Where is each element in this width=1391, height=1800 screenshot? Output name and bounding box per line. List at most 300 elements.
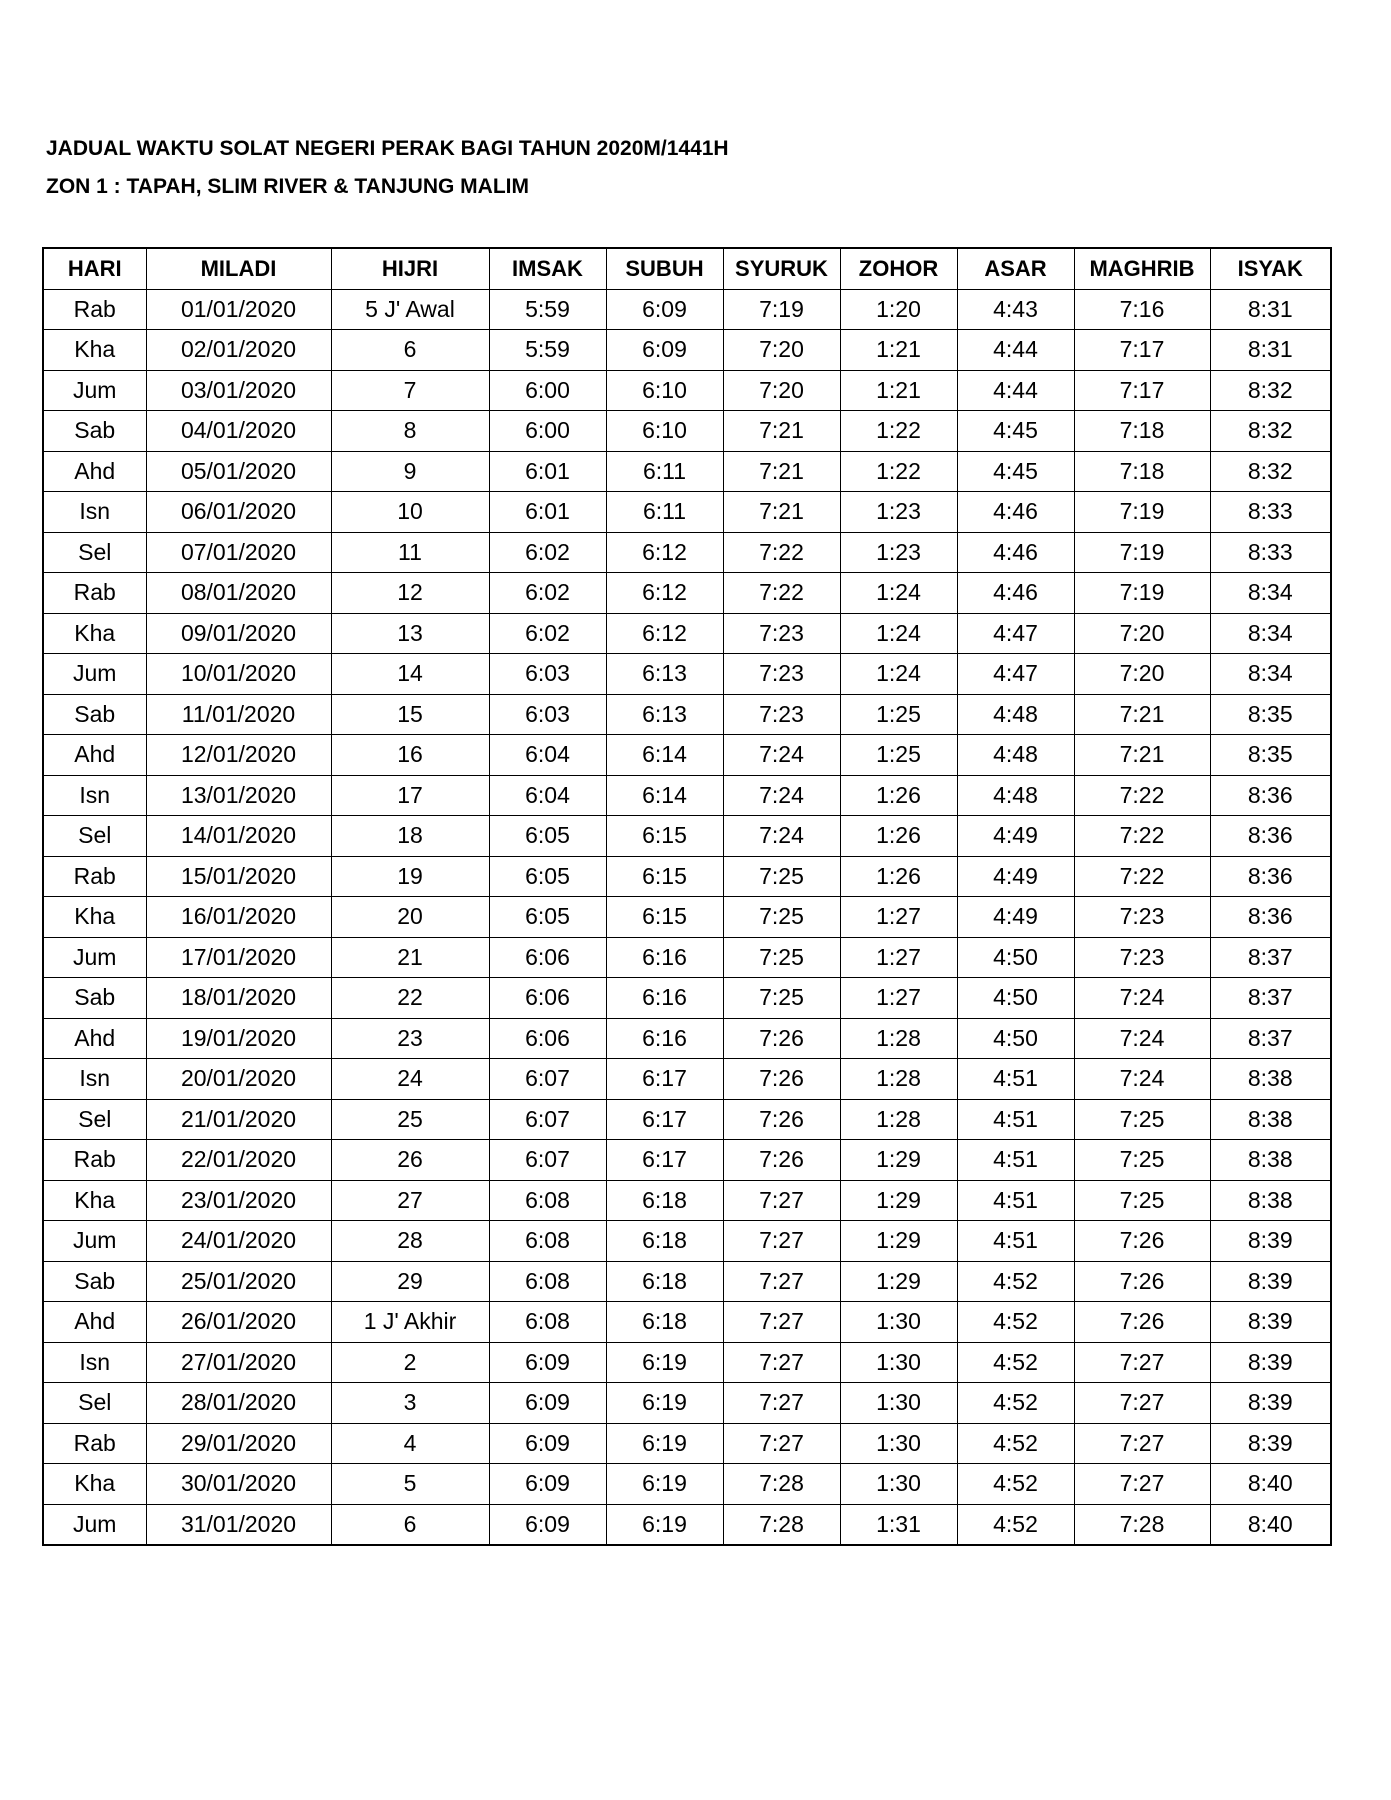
cell-syuruk: 7:26 — [723, 1140, 840, 1181]
cell-imsak: 6:06 — [489, 1018, 606, 1059]
cell-imsak: 6:09 — [489, 1464, 606, 1505]
cell-asar: 4:45 — [957, 451, 1074, 492]
table-row — [43, 816, 1331, 857]
cell-imsak: 6:02 — [489, 613, 606, 654]
cell-hari: Rab — [43, 289, 146, 330]
table-row — [43, 1423, 1331, 1464]
cell-imsak: 6:03 — [489, 694, 606, 735]
cell-hijri: 11 — [331, 532, 489, 573]
cell-hijri: 20 — [331, 897, 489, 938]
cell-syuruk: 7:26 — [723, 1018, 840, 1059]
cell-zohor: 1:28 — [840, 1099, 957, 1140]
cell-asar: 4:52 — [957, 1383, 1074, 1424]
table-row — [43, 1302, 1331, 1343]
cell-maghrib: 7:19 — [1074, 532, 1210, 573]
cell-asar: 4:45 — [957, 411, 1074, 452]
cell-zohor: 1:30 — [840, 1302, 957, 1343]
cell-asar: 4:52 — [957, 1464, 1074, 1505]
cell-hari: Sab — [43, 1261, 146, 1302]
cell-zohor: 1:29 — [840, 1221, 957, 1262]
cell-miladi: 03/01/2020 — [146, 370, 331, 411]
cell-maghrib: 7:24 — [1074, 1018, 1210, 1059]
cell-maghrib: 7:17 — [1074, 330, 1210, 371]
table-row — [43, 1504, 1331, 1545]
table-body — [43, 289, 1331, 1545]
cell-imsak: 6:09 — [489, 1504, 606, 1545]
cell-subuh: 6:15 — [606, 856, 723, 897]
cell-miladi: 22/01/2020 — [146, 1140, 331, 1181]
cell-subuh: 6:15 — [606, 816, 723, 857]
cell-asar: 4:46 — [957, 532, 1074, 573]
cell-syuruk: 7:28 — [723, 1464, 840, 1505]
cell-imsak: 6:08 — [489, 1261, 606, 1302]
cell-zohor: 1:22 — [840, 411, 957, 452]
table-row — [43, 775, 1331, 816]
cell-maghrib: 7:23 — [1074, 897, 1210, 938]
header-row — [43, 248, 1331, 289]
cell-miladi: 05/01/2020 — [146, 451, 331, 492]
cell-miladi: 19/01/2020 — [146, 1018, 331, 1059]
cell-asar: 4:52 — [957, 1261, 1074, 1302]
cell-hijri: 6 — [331, 330, 489, 371]
cell-isyak: 8:33 — [1210, 492, 1331, 533]
cell-imsak: 6:01 — [489, 492, 606, 533]
cell-hari: Rab — [43, 573, 146, 614]
cell-asar: 4:52 — [957, 1504, 1074, 1545]
cell-miladi: 30/01/2020 — [146, 1464, 331, 1505]
cell-maghrib: 7:22 — [1074, 856, 1210, 897]
cell-maghrib: 7:26 — [1074, 1221, 1210, 1262]
cell-syuruk: 7:20 — [723, 370, 840, 411]
cell-hijri: 18 — [331, 816, 489, 857]
cell-subuh: 6:18 — [606, 1221, 723, 1262]
cell-maghrib: 7:25 — [1074, 1180, 1210, 1221]
column-header-maghrib: MAGHRIB — [1074, 248, 1210, 289]
cell-imsak: 6:00 — [489, 411, 606, 452]
cell-zohor: 1:31 — [840, 1504, 957, 1545]
table-row — [43, 1180, 1331, 1221]
cell-hari: Jum — [43, 654, 146, 695]
cell-zohor: 1:28 — [840, 1059, 957, 1100]
cell-isyak: 8:39 — [1210, 1302, 1331, 1343]
document-heading — [46, 130, 1246, 206]
cell-imsak: 6:04 — [489, 735, 606, 776]
cell-miladi: 24/01/2020 — [146, 1221, 331, 1262]
cell-asar: 4:51 — [957, 1140, 1074, 1181]
cell-maghrib: 7:19 — [1074, 492, 1210, 533]
cell-zohor: 1:20 — [840, 289, 957, 330]
cell-imsak: 6:08 — [489, 1221, 606, 1262]
cell-asar: 4:50 — [957, 937, 1074, 978]
cell-miladi: 17/01/2020 — [146, 937, 331, 978]
cell-miladi: 23/01/2020 — [146, 1180, 331, 1221]
cell-zohor: 1:27 — [840, 937, 957, 978]
cell-zohor: 1:26 — [840, 856, 957, 897]
cell-maghrib: 7:23 — [1074, 937, 1210, 978]
cell-hijri: 26 — [331, 1140, 489, 1181]
table-row — [43, 411, 1331, 452]
cell-isyak: 8:34 — [1210, 654, 1331, 695]
cell-syuruk: 7:24 — [723, 775, 840, 816]
cell-miladi: 16/01/2020 — [146, 897, 331, 938]
cell-syuruk: 7:25 — [723, 978, 840, 1019]
cell-imsak: 6:01 — [489, 451, 606, 492]
cell-miladi: 20/01/2020 — [146, 1059, 331, 1100]
cell-hijri: 27 — [331, 1180, 489, 1221]
cell-isyak: 8:38 — [1210, 1140, 1331, 1181]
cell-subuh: 6:14 — [606, 735, 723, 776]
cell-hari: Ahd — [43, 451, 146, 492]
cell-subuh: 6:12 — [606, 532, 723, 573]
cell-isyak: 8:35 — [1210, 735, 1331, 776]
cell-maghrib: 7:19 — [1074, 573, 1210, 614]
table-row — [43, 856, 1331, 897]
document-title: JADUAL WAKTU SOLAT NEGERI PERAK BAGI TAHUN 2020M/1441H — [46, 137, 729, 160]
cell-hari: Sel — [43, 1383, 146, 1424]
cell-hari: Isn — [43, 775, 146, 816]
cell-hari: Kha — [43, 613, 146, 654]
cell-hijri: 5 J' Awal — [331, 289, 489, 330]
cell-miladi: 14/01/2020 — [146, 816, 331, 857]
cell-subuh: 6:19 — [606, 1423, 723, 1464]
cell-hari: Isn — [43, 492, 146, 533]
cell-zohor: 1:29 — [840, 1180, 957, 1221]
cell-hari: Sab — [43, 411, 146, 452]
cell-maghrib: 7:27 — [1074, 1383, 1210, 1424]
cell-hijri: 5 — [331, 1464, 489, 1505]
cell-hijri: 10 — [331, 492, 489, 533]
cell-miladi: 01/01/2020 — [146, 289, 331, 330]
column-header-hari: HARI — [43, 248, 146, 289]
cell-subuh: 6:11 — [606, 492, 723, 533]
cell-maghrib: 7:17 — [1074, 370, 1210, 411]
cell-maghrib: 7:27 — [1074, 1464, 1210, 1505]
cell-imsak: 6:05 — [489, 897, 606, 938]
cell-hari: Jum — [43, 370, 146, 411]
cell-maghrib: 7:27 — [1074, 1423, 1210, 1464]
cell-imsak: 6:02 — [489, 532, 606, 573]
cell-asar: 4:48 — [957, 775, 1074, 816]
cell-hari: Kha — [43, 1464, 146, 1505]
cell-asar: 4:46 — [957, 492, 1074, 533]
cell-hari: Ahd — [43, 735, 146, 776]
cell-subuh: 6:14 — [606, 775, 723, 816]
cell-isyak: 8:36 — [1210, 775, 1331, 816]
cell-miladi: 12/01/2020 — [146, 735, 331, 776]
cell-imsak: 6:09 — [489, 1342, 606, 1383]
cell-imsak: 5:59 — [489, 330, 606, 371]
cell-imsak: 6:05 — [489, 856, 606, 897]
table-row — [43, 289, 1331, 330]
table-row — [43, 1140, 1331, 1181]
cell-hari: Kha — [43, 330, 146, 371]
column-header-subuh: SUBUH — [606, 248, 723, 289]
cell-hari: Jum — [43, 937, 146, 978]
cell-hari: Sel — [43, 1099, 146, 1140]
cell-maghrib: 7:22 — [1074, 775, 1210, 816]
cell-hijri: 12 — [331, 573, 489, 614]
cell-subuh: 6:12 — [606, 613, 723, 654]
table-row — [43, 492, 1331, 533]
cell-maghrib: 7:20 — [1074, 613, 1210, 654]
column-header-zohor: ZOHOR — [840, 248, 957, 289]
cell-maghrib: 7:22 — [1074, 816, 1210, 857]
cell-zohor: 1:24 — [840, 573, 957, 614]
cell-isyak: 8:36 — [1210, 856, 1331, 897]
cell-isyak: 8:40 — [1210, 1464, 1331, 1505]
cell-zohor: 1:30 — [840, 1342, 957, 1383]
cell-maghrib: 7:20 — [1074, 654, 1210, 695]
cell-syuruk: 7:21 — [723, 411, 840, 452]
cell-subuh: 6:18 — [606, 1302, 723, 1343]
cell-hijri: 29 — [331, 1261, 489, 1302]
cell-asar: 4:44 — [957, 370, 1074, 411]
cell-zohor: 1:22 — [840, 451, 957, 492]
cell-asar: 4:52 — [957, 1342, 1074, 1383]
cell-hijri: 7 — [331, 370, 489, 411]
cell-maghrib: 7:25 — [1074, 1140, 1210, 1181]
cell-subuh: 6:18 — [606, 1261, 723, 1302]
cell-imsak: 6:08 — [489, 1302, 606, 1343]
cell-hijri: 23 — [331, 1018, 489, 1059]
cell-subuh: 6:11 — [606, 451, 723, 492]
cell-subuh: 6:17 — [606, 1059, 723, 1100]
cell-maghrib: 7:16 — [1074, 289, 1210, 330]
cell-asar: 4:49 — [957, 856, 1074, 897]
table-row — [43, 1342, 1331, 1383]
table-row — [43, 1018, 1331, 1059]
table-row — [43, 1261, 1331, 1302]
cell-miladi: 25/01/2020 — [146, 1261, 331, 1302]
cell-zohor: 1:29 — [840, 1261, 957, 1302]
cell-hijri: 22 — [331, 978, 489, 1019]
cell-hijri: 16 — [331, 735, 489, 776]
cell-zohor: 1:27 — [840, 978, 957, 1019]
cell-syuruk: 7:21 — [723, 451, 840, 492]
cell-hari: Rab — [43, 1140, 146, 1181]
cell-hijri: 4 — [331, 1423, 489, 1464]
cell-asar: 4:47 — [957, 613, 1074, 654]
cell-miladi: 21/01/2020 — [146, 1099, 331, 1140]
cell-zohor: 1:30 — [840, 1423, 957, 1464]
cell-maghrib: 7:25 — [1074, 1099, 1210, 1140]
cell-syuruk: 7:22 — [723, 573, 840, 614]
cell-miladi: 10/01/2020 — [146, 654, 331, 695]
cell-subuh: 6:10 — [606, 411, 723, 452]
cell-asar: 4:51 — [957, 1059, 1074, 1100]
table-header — [43, 248, 1331, 289]
cell-asar: 4:52 — [957, 1302, 1074, 1343]
cell-isyak: 8:38 — [1210, 1059, 1331, 1100]
cell-miladi: 29/01/2020 — [146, 1423, 331, 1464]
cell-zohor: 1:30 — [840, 1383, 957, 1424]
cell-hari: Sab — [43, 694, 146, 735]
cell-asar: 4:43 — [957, 289, 1074, 330]
cell-subuh: 6:12 — [606, 573, 723, 614]
cell-isyak: 8:31 — [1210, 330, 1331, 371]
table-row — [43, 1099, 1331, 1140]
cell-maghrib: 7:28 — [1074, 1504, 1210, 1545]
cell-hari: Kha — [43, 1180, 146, 1221]
cell-hijri: 6 — [331, 1504, 489, 1545]
cell-miladi: 08/01/2020 — [146, 573, 331, 614]
cell-miladi: 11/01/2020 — [146, 694, 331, 735]
cell-miladi: 27/01/2020 — [146, 1342, 331, 1383]
cell-miladi: 07/01/2020 — [146, 532, 331, 573]
cell-imsak: 6:03 — [489, 654, 606, 695]
cell-isyak: 8:35 — [1210, 694, 1331, 735]
cell-imsak: 6:09 — [489, 1383, 606, 1424]
cell-subuh: 6:16 — [606, 1018, 723, 1059]
cell-asar: 4:51 — [957, 1099, 1074, 1140]
cell-asar: 4:51 — [957, 1180, 1074, 1221]
cell-miladi: 15/01/2020 — [146, 856, 331, 897]
cell-hijri: 1 J' Akhir — [331, 1302, 489, 1343]
cell-hari: Sel — [43, 816, 146, 857]
cell-hijri: 13 — [331, 613, 489, 654]
cell-imsak: 6:06 — [489, 978, 606, 1019]
cell-zohor: 1:25 — [840, 735, 957, 776]
cell-hijri: 9 — [331, 451, 489, 492]
cell-subuh: 6:16 — [606, 937, 723, 978]
cell-maghrib: 7:21 — [1074, 694, 1210, 735]
column-header-miladi: MILADI — [146, 248, 331, 289]
column-header-imsak: IMSAK — [489, 248, 606, 289]
cell-zohor: 1:23 — [840, 492, 957, 533]
table-row — [43, 370, 1331, 411]
cell-subuh: 6:16 — [606, 978, 723, 1019]
cell-imsak: 6:08 — [489, 1180, 606, 1221]
cell-isyak: 8:39 — [1210, 1383, 1331, 1424]
cell-zohor: 1:30 — [840, 1464, 957, 1505]
table-row — [43, 613, 1331, 654]
cell-maghrib: 7:24 — [1074, 1059, 1210, 1100]
column-header-syuruk: SYURUK — [723, 248, 840, 289]
cell-hijri: 2 — [331, 1342, 489, 1383]
cell-hari: Rab — [43, 1423, 146, 1464]
cell-syuruk: 7:23 — [723, 654, 840, 695]
cell-syuruk: 7:24 — [723, 816, 840, 857]
cell-isyak: 8:39 — [1210, 1342, 1331, 1383]
table-row — [43, 1464, 1331, 1505]
cell-isyak: 8:32 — [1210, 370, 1331, 411]
cell-imsak: 6:04 — [489, 775, 606, 816]
cell-miladi: 06/01/2020 — [146, 492, 331, 533]
cell-asar: 4:52 — [957, 1423, 1074, 1464]
cell-asar: 4:49 — [957, 816, 1074, 857]
table-row — [43, 735, 1331, 776]
cell-hijri: 15 — [331, 694, 489, 735]
cell-hari: Sel — [43, 532, 146, 573]
cell-isyak: 8:34 — [1210, 573, 1331, 614]
cell-hijri: 28 — [331, 1221, 489, 1262]
cell-syuruk: 7:20 — [723, 330, 840, 371]
cell-isyak: 8:36 — [1210, 816, 1331, 857]
cell-imsak: 5:59 — [489, 289, 606, 330]
cell-maghrib: 7:21 — [1074, 735, 1210, 776]
column-header-asar: ASAR — [957, 248, 1074, 289]
cell-hijri: 8 — [331, 411, 489, 452]
cell-hari: Isn — [43, 1342, 146, 1383]
cell-isyak: 8:40 — [1210, 1504, 1331, 1545]
cell-subuh: 6:18 — [606, 1180, 723, 1221]
cell-syuruk: 7:27 — [723, 1342, 840, 1383]
cell-syuruk: 7:22 — [723, 532, 840, 573]
cell-isyak: 8:36 — [1210, 897, 1331, 938]
cell-isyak: 8:32 — [1210, 411, 1331, 452]
cell-syuruk: 7:25 — [723, 937, 840, 978]
cell-imsak: 6:05 — [489, 816, 606, 857]
cell-hijri: 21 — [331, 937, 489, 978]
cell-zohor: 1:21 — [840, 370, 957, 411]
column-header-isyak: ISYAK — [1210, 248, 1331, 289]
cell-maghrib: 7:18 — [1074, 451, 1210, 492]
table-row — [43, 978, 1331, 1019]
cell-hijri: 17 — [331, 775, 489, 816]
cell-subuh: 6:13 — [606, 654, 723, 695]
cell-syuruk: 7:26 — [723, 1099, 840, 1140]
cell-subuh: 6:19 — [606, 1504, 723, 1545]
table-row — [43, 573, 1331, 614]
cell-miladi: 18/01/2020 — [146, 978, 331, 1019]
cell-subuh: 6:15 — [606, 897, 723, 938]
cell-isyak: 8:39 — [1210, 1221, 1331, 1262]
cell-hari: Ahd — [43, 1018, 146, 1059]
cell-syuruk: 7:26 — [723, 1059, 840, 1100]
cell-miladi: 04/01/2020 — [146, 411, 331, 452]
cell-hari: Jum — [43, 1504, 146, 1545]
table-row — [43, 532, 1331, 573]
cell-asar: 4:51 — [957, 1221, 1074, 1262]
cell-isyak: 8:31 — [1210, 289, 1331, 330]
table-row — [43, 330, 1331, 371]
cell-subuh: 6:13 — [606, 694, 723, 735]
cell-isyak: 8:32 — [1210, 451, 1331, 492]
cell-miladi: 26/01/2020 — [146, 1302, 331, 1343]
cell-syuruk: 7:24 — [723, 735, 840, 776]
table-row — [43, 654, 1331, 695]
cell-asar: 4:49 — [957, 897, 1074, 938]
cell-maghrib: 7:26 — [1074, 1302, 1210, 1343]
cell-isyak: 8:38 — [1210, 1180, 1331, 1221]
cell-syuruk: 7:19 — [723, 289, 840, 330]
cell-maghrib: 7:26 — [1074, 1261, 1210, 1302]
zone-subtitle: ZON 1 : TAPAH, SLIM RIVER & TANJUNG MALIM — [46, 175, 529, 198]
cell-syuruk: 7:25 — [723, 897, 840, 938]
cell-subuh: 6:19 — [606, 1342, 723, 1383]
cell-hijri: 25 — [331, 1099, 489, 1140]
cell-subuh: 6:17 — [606, 1099, 723, 1140]
cell-syuruk: 7:27 — [723, 1221, 840, 1262]
cell-subuh: 6:09 — [606, 330, 723, 371]
table-row — [43, 897, 1331, 938]
cell-asar: 4:47 — [957, 654, 1074, 695]
cell-imsak: 6:07 — [489, 1140, 606, 1181]
cell-isyak: 8:39 — [1210, 1423, 1331, 1464]
cell-subuh: 6:19 — [606, 1383, 723, 1424]
cell-imsak: 6:00 — [489, 370, 606, 411]
cell-syuruk: 7:25 — [723, 856, 840, 897]
cell-hari: Kha — [43, 897, 146, 938]
cell-hari: Isn — [43, 1059, 146, 1100]
table-row — [43, 1383, 1331, 1424]
cell-miladi: 31/01/2020 — [146, 1504, 331, 1545]
cell-syuruk: 7:28 — [723, 1504, 840, 1545]
cell-zohor: 1:21 — [840, 330, 957, 371]
cell-syuruk: 7:21 — [723, 492, 840, 533]
table-row — [43, 694, 1331, 735]
cell-miladi: 13/01/2020 — [146, 775, 331, 816]
